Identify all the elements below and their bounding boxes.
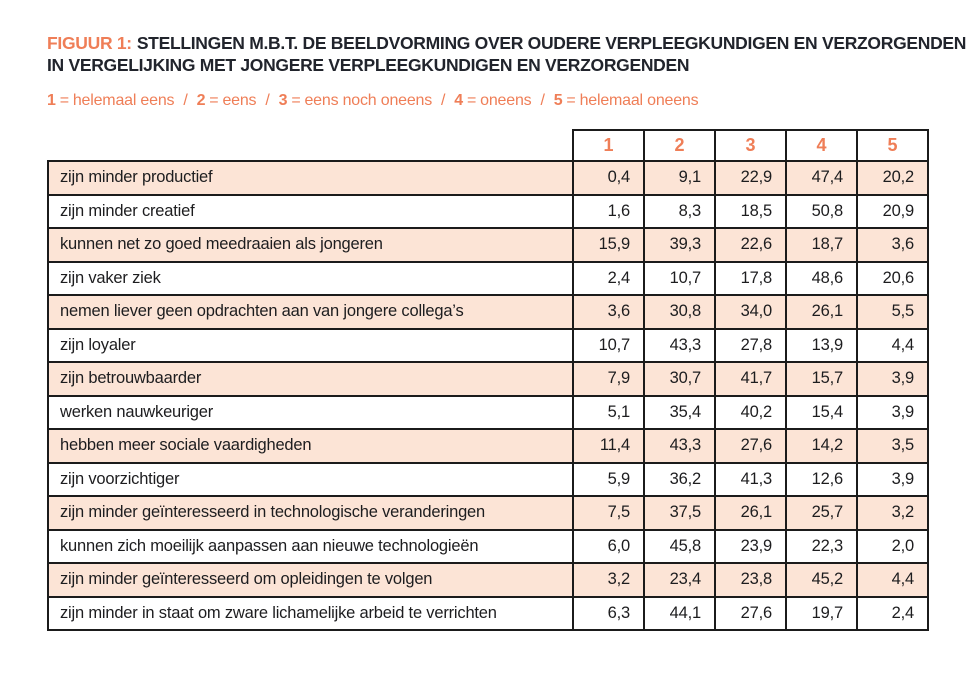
value-cell: 23,8 xyxy=(715,563,786,597)
value-cell: 5,5 xyxy=(857,295,928,329)
value-cell: 3,9 xyxy=(857,362,928,396)
figure-label: FIGUUR 1: xyxy=(47,33,132,53)
value-cell: 27,6 xyxy=(715,429,786,463)
figure-title xyxy=(47,33,970,76)
value-cell: 3,9 xyxy=(857,463,928,497)
value-cell: 27,8 xyxy=(715,329,786,363)
table-row xyxy=(48,262,928,296)
value-cell: 20,6 xyxy=(857,262,928,296)
table-row xyxy=(48,362,928,396)
row-label-cell: zijn loyaler xyxy=(48,329,573,363)
table-row xyxy=(48,530,928,564)
row-label-cell: zijn minder productief xyxy=(48,161,573,195)
row-label-cell: zijn voorzichtiger xyxy=(48,463,573,497)
column-header: 2 xyxy=(644,130,715,161)
figure-table xyxy=(47,129,929,631)
value-cell: 30,7 xyxy=(644,362,715,396)
value-cell: 3,2 xyxy=(857,496,928,530)
value-cell: 23,4 xyxy=(644,563,715,597)
value-cell: 22,6 xyxy=(715,228,786,262)
table-row xyxy=(48,563,928,597)
table-row xyxy=(48,597,928,631)
legend-item-label: helemaal oneens xyxy=(579,92,699,109)
figure-title-line1: STELLINGEN M.B.T. DE BEELDVORMING OVER OUDERE VERPLEEGKUNDIGEN EN VERZORGENDEN xyxy=(136,33,967,53)
value-cell: 34,0 xyxy=(715,295,786,329)
legend-equals-sign: = xyxy=(566,92,576,109)
row-label-cell: hebben meer sociale vaardigheden xyxy=(48,429,573,463)
legend-separator: / xyxy=(540,92,545,109)
value-cell: 39,3 xyxy=(644,228,715,262)
value-cell: 15,9 xyxy=(573,228,644,262)
legend-separator: / xyxy=(441,92,446,109)
legend-item-label: eens xyxy=(222,92,257,109)
row-label-cell: nemen liever geen opdrachten aan van jongere collega’s xyxy=(48,295,573,329)
value-cell: 35,4 xyxy=(644,396,715,430)
table-row xyxy=(48,329,928,363)
table-row xyxy=(48,161,928,195)
legend-separator: / xyxy=(265,92,270,109)
value-cell: 40,2 xyxy=(715,396,786,430)
value-cell: 9,1 xyxy=(644,161,715,195)
value-cell: 3,9 xyxy=(857,396,928,430)
value-cell: 43,3 xyxy=(644,329,715,363)
value-cell: 22,9 xyxy=(715,161,786,195)
table-row xyxy=(48,396,928,430)
value-cell: 4,4 xyxy=(857,329,928,363)
value-cell: 30,8 xyxy=(644,295,715,329)
value-cell: 0,4 xyxy=(573,161,644,195)
legend-item-number: 1 xyxy=(47,92,56,109)
value-cell: 3,5 xyxy=(857,429,928,463)
legend-equals-sign: = xyxy=(467,92,477,109)
value-cell: 26,1 xyxy=(786,295,857,329)
value-cell: 41,7 xyxy=(715,362,786,396)
value-cell: 7,5 xyxy=(573,496,644,530)
row-label-cell: werken nauwkeuriger xyxy=(48,396,573,430)
row-label-cell: zijn minder creatief xyxy=(48,195,573,229)
value-cell: 41,3 xyxy=(715,463,786,497)
legend xyxy=(47,92,970,110)
column-header: 1 xyxy=(573,130,644,161)
value-cell: 6,0 xyxy=(573,530,644,564)
value-cell: 6,3 xyxy=(573,597,644,631)
table-row xyxy=(48,429,928,463)
table-row xyxy=(48,228,928,262)
legend-equals-sign: = xyxy=(59,92,69,109)
value-cell: 7,9 xyxy=(573,362,644,396)
value-cell: 44,1 xyxy=(644,597,715,631)
value-cell: 8,3 xyxy=(644,195,715,229)
legend-item-number: 2 xyxy=(196,92,206,109)
value-cell: 45,8 xyxy=(644,530,715,564)
value-cell: 43,3 xyxy=(644,429,715,463)
value-cell: 18,7 xyxy=(786,228,857,262)
value-cell: 11,4 xyxy=(573,429,644,463)
value-cell: 48,6 xyxy=(786,262,857,296)
table-head-row xyxy=(48,130,928,161)
value-cell: 27,6 xyxy=(715,597,786,631)
value-cell: 2,4 xyxy=(573,262,644,296)
value-cell: 10,7 xyxy=(644,262,715,296)
value-cell: 12,6 xyxy=(786,463,857,497)
legend-equals-sign: = xyxy=(209,92,219,109)
column-header: 3 xyxy=(715,130,786,161)
value-cell: 1,6 xyxy=(573,195,644,229)
value-cell: 10,7 xyxy=(573,329,644,363)
value-cell: 50,8 xyxy=(786,195,857,229)
value-cell: 19,7 xyxy=(786,597,857,631)
value-cell: 25,7 xyxy=(786,496,857,530)
table-row xyxy=(48,195,928,229)
value-cell: 37,5 xyxy=(644,496,715,530)
value-cell: 17,8 xyxy=(715,262,786,296)
value-cell: 15,4 xyxy=(786,396,857,430)
table-body xyxy=(48,161,928,630)
legend-item-number: 5 xyxy=(553,92,563,109)
column-header: 4 xyxy=(786,130,857,161)
value-cell: 26,1 xyxy=(715,496,786,530)
table-row xyxy=(48,295,928,329)
legend-item-number: 4 xyxy=(454,92,463,109)
value-cell: 5,1 xyxy=(573,396,644,430)
legend-separator: / xyxy=(183,92,188,109)
table-row xyxy=(48,463,928,497)
row-label-cell: zijn betrouwbaarder xyxy=(48,362,573,396)
value-cell: 13,9 xyxy=(786,329,857,363)
legend-equals-sign: = xyxy=(291,92,301,109)
table-row xyxy=(48,496,928,530)
legend-item-label: oneens xyxy=(480,92,532,109)
legend-item-number: 3 xyxy=(278,92,288,109)
value-cell: 20,2 xyxy=(857,161,928,195)
value-cell: 23,9 xyxy=(715,530,786,564)
row-label-cell: zijn minder geïnteresseerd in technologische veranderingen xyxy=(48,496,573,530)
row-label-cell: zijn minder in staat om zware lichamelijke arbeid te verrichten xyxy=(48,597,573,631)
value-cell: 14,2 xyxy=(786,429,857,463)
value-cell: 22,3 xyxy=(786,530,857,564)
row-label-cell: zijn vaker ziek xyxy=(48,262,573,296)
value-cell: 18,5 xyxy=(715,195,786,229)
figure-title-line2: IN VERGELIJKING MET JONGERE VERPLEEGKUNDIGEN EN VERZORGENDEN xyxy=(47,54,690,75)
table-corner-cell xyxy=(48,130,573,161)
value-cell: 20,9 xyxy=(857,195,928,229)
legend-item-label: eens noch oneens xyxy=(304,92,433,109)
value-cell: 15,7 xyxy=(786,362,857,396)
value-cell: 47,4 xyxy=(786,161,857,195)
row-label-cell: kunnen zich moeilijk aanpassen aan nieuwe technologieën xyxy=(48,530,573,564)
row-label-cell: zijn minder geïnteresseerd om opleidingen te volgen xyxy=(48,563,573,597)
value-cell: 36,2 xyxy=(644,463,715,497)
column-header: 5 xyxy=(857,130,928,161)
value-cell: 5,9 xyxy=(573,463,644,497)
row-label-cell: kunnen net zo goed meedraaien als jongeren xyxy=(48,228,573,262)
value-cell: 3,6 xyxy=(573,295,644,329)
value-cell: 3,2 xyxy=(573,563,644,597)
legend-item-label: helemaal eens xyxy=(72,92,175,109)
value-cell: 2,4 xyxy=(857,597,928,631)
value-cell: 2,0 xyxy=(857,530,928,564)
value-cell: 3,6 xyxy=(857,228,928,262)
value-cell: 4,4 xyxy=(857,563,928,597)
value-cell: 45,2 xyxy=(786,563,857,597)
